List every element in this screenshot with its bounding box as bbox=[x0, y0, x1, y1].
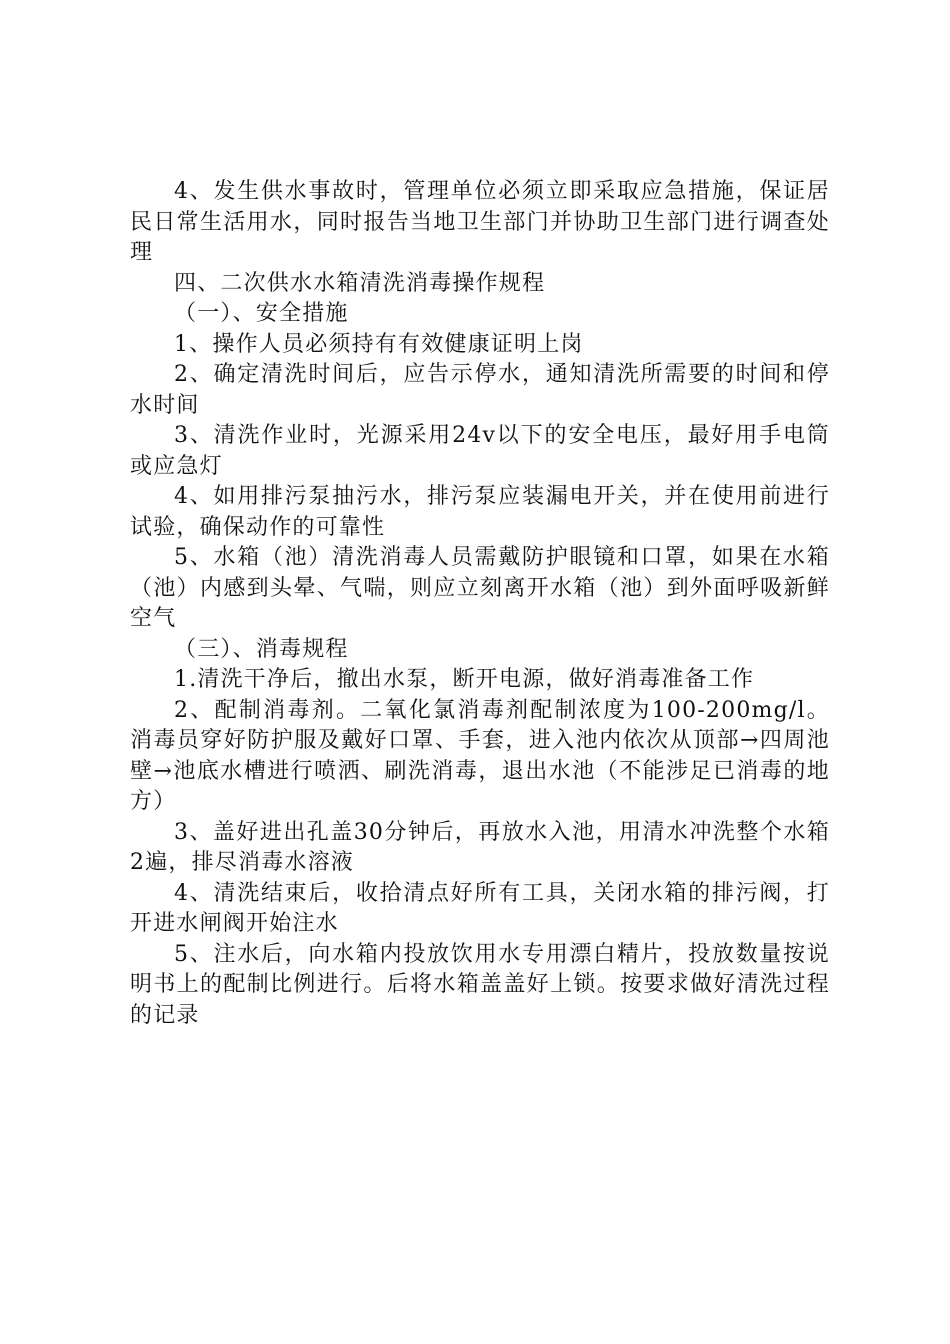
paragraph-water-stop-notice: 2、确定清洗时间后，应告示停水，通知清洗所需要的时间和停水时间 bbox=[130, 362, 830, 418]
paragraph-safe-voltage: 3、清洗作业时，光源采用24v以下的安全电压，最好用手电筒或应急灯 bbox=[130, 423, 830, 479]
paragraph-sewage-pump: 4、如用排污泵抽污水，排污泵应装漏电开关，并在使用前进行试验，确保动作的可靠性 bbox=[130, 484, 830, 540]
paragraph-health-certificate: 1、操作人员必须持有有效健康证明上岗 bbox=[174, 331, 584, 357]
paragraph-add-tablets: 5、注水后，向水箱内投放饮用水专用漂白精片，投放数量按说明书上的配制比例进行。后将水箱盖盖好上锁。按要求做好清洗过程的记录 bbox=[130, 941, 830, 1028]
paragraph-emergency-measures: 4、发生供水事故时，管理单位必须立即采取应急措施，保证居民日常生活用水，同时报告当地卫生部门并协助卫生部门进行调查处理 bbox=[130, 179, 830, 265]
paragraph-close-valve: 4、清洗结束后，收拾清点好所有工具，关闭水箱的排污阀，打开进水闸阀开始注水 bbox=[130, 880, 830, 936]
paragraph-prepare-disinfection: 1.清洗干净后，撤出水泵，断开电源，做好消毒准备工作 bbox=[174, 667, 755, 692]
document-body bbox=[130, 177, 830, 1031]
paragraph-disinfectant-preparation: 2、配制消毒剂。二氧化氯消毒剂配制浓度为100-200mg/l。消毒员穿好防护服及戴好口罩、手套，进入池内依次从顶部→四周池壁→池底水槽进行喷洒、刷洗消毒，退出水池（不能涉足已消毒的地方） bbox=[130, 697, 830, 814]
paragraph-protective-gear: 5、水箱（池）清洗消毒人员需戴防护眼镜和口罩，如果在水箱（池）内感到头晕、气喘，则应立刻离开水箱（池）到外面呼吸新鲜空气 bbox=[130, 545, 830, 631]
paragraph-rinse-tank: 3、盖好进出孔盖30分钟后，再放水入池，用清水冲洗整个水箱2遍，排尽消毒水溶液 bbox=[130, 819, 830, 875]
section-heading-cleaning-procedure: 四、二次供水水箱清洗消毒操作规程 bbox=[174, 270, 546, 296]
subsection-heading-disinfection-procedure: （三）、消毒规程 bbox=[174, 636, 349, 662]
subsection-heading-safety-measures: （一）、安全措施 bbox=[174, 301, 349, 326]
